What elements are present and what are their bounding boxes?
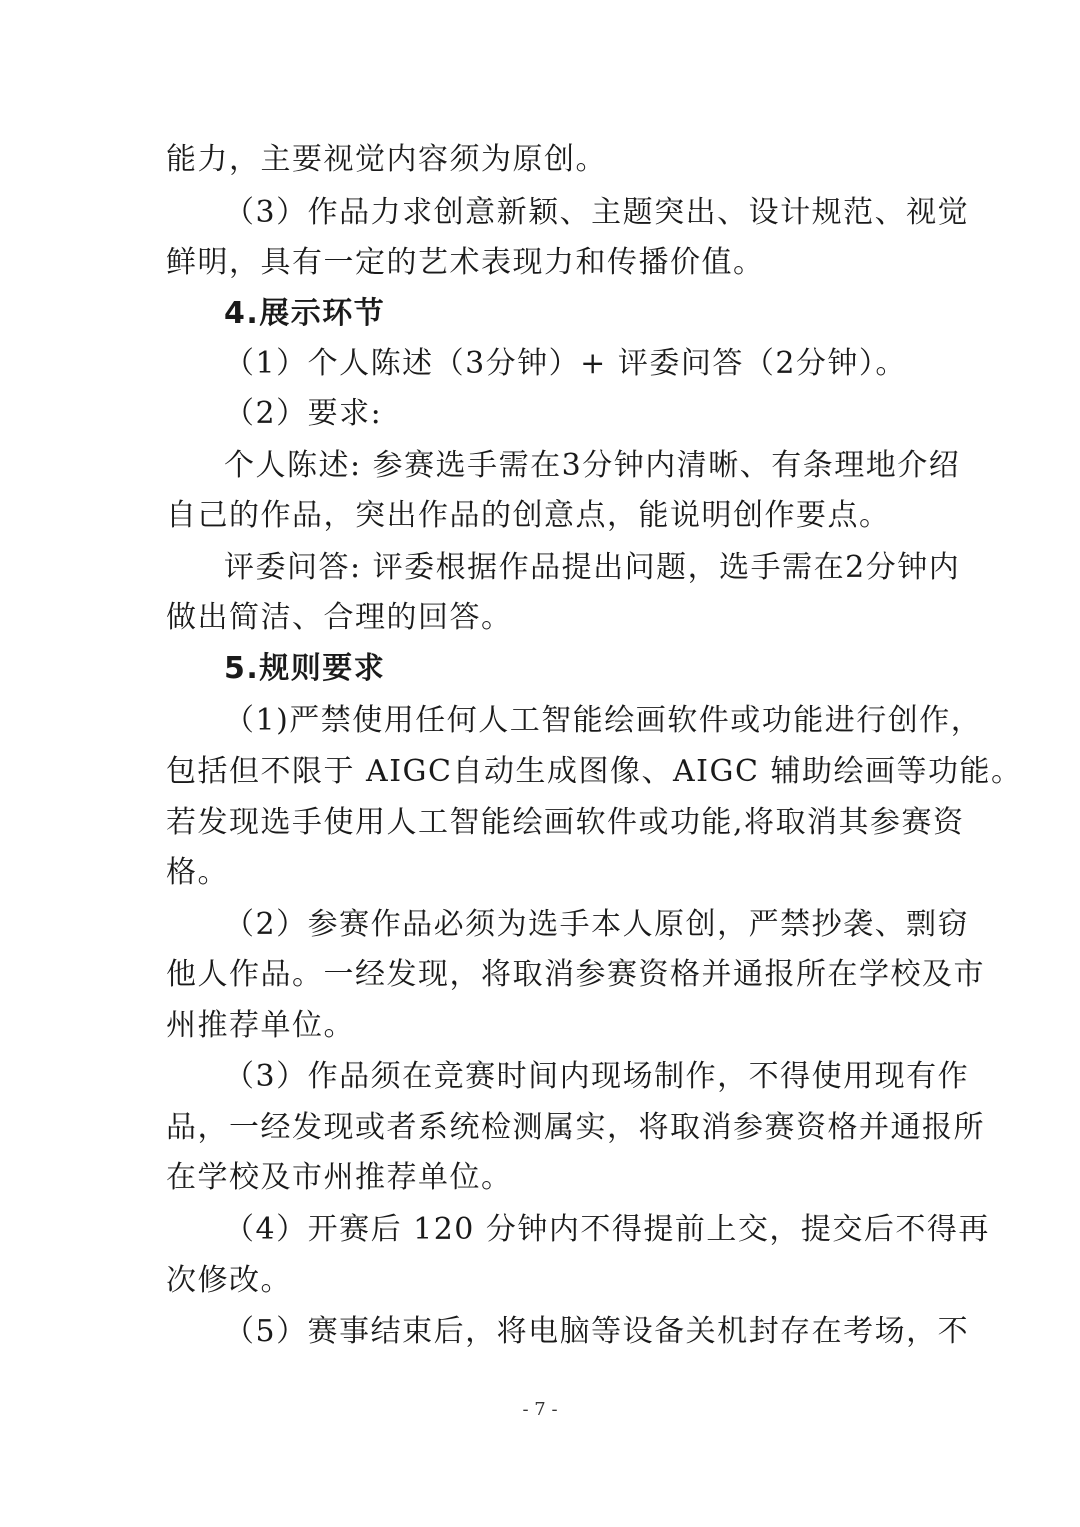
paragraph-line: （1)严禁使用任何人工智能绘画软件或功能进行创作， xyxy=(224,703,983,738)
paragraph-line: 州推荐单位。 xyxy=(166,1008,355,1043)
paragraph-line: 次修改。 xyxy=(166,1263,292,1298)
paragraph-line: 做出简洁、合理的回答。 xyxy=(166,600,513,635)
paragraph-line: （3）作品力求创意新颖、主题突出、设计规范、视觉 xyxy=(224,195,970,230)
paragraph-line: 能力，主要视觉内容须为原创。 xyxy=(166,142,607,177)
paragraph-line: （2）要求: xyxy=(224,396,383,431)
paragraph-line: （2）参赛作品必须为选手本人原创，严禁抄袭、剽窃 xyxy=(224,907,970,942)
paragraph-line: 包括但不限于 AIGC自动生成图像、AIGC 辅助绘画等功能。 xyxy=(166,754,1023,789)
paragraph-line: 他人作品。一经发现，将取消参赛资格并通报所在学校及市 xyxy=(166,957,985,992)
paragraph-line: （4）开赛后 120 分钟内不得提前上交，提交后不得再 xyxy=(224,1212,990,1247)
paragraph-line: 自己的作品，突出作品的创意点，能说明创作要点。 xyxy=(166,498,891,533)
paragraph-line: 评委问答: 评委根据作品提出问题，选手需在2分钟内 xyxy=(224,550,961,585)
paragraph-line: （1）个人陈述（3分钟）+ 评委问答（2分钟）。 xyxy=(224,346,907,381)
paragraph-line: 在学校及市州推荐单位。 xyxy=(166,1160,513,1195)
page-number: - 7 - xyxy=(522,1399,558,1420)
paragraph-line: 个人陈述: 参赛选手需在3分钟内清晰、有条理地介绍 xyxy=(224,448,961,483)
paragraph-line: （5）赛事结束后，将电脑等设备关机封存在考场，不 xyxy=(224,1314,970,1349)
paragraph-line: 鲜明，具有一定的艺术表现力和传播价值。 xyxy=(166,245,765,280)
paragraph-line: （3）作品须在竞赛时间内现场制作，不得使用现有作 xyxy=(224,1059,970,1094)
paragraph-line: 若发现选手使用人工智能绘画软件或功能,将取消其参赛资 xyxy=(166,805,965,840)
paragraph-line: 品，一经发现或者系统检测属实，将取消参赛资格并通报所 xyxy=(166,1110,985,1145)
paragraph-line: 格。 xyxy=(166,855,229,890)
section-heading: 4.展示环节 xyxy=(224,296,386,331)
section-heading: 5.规则要求 xyxy=(224,651,386,686)
